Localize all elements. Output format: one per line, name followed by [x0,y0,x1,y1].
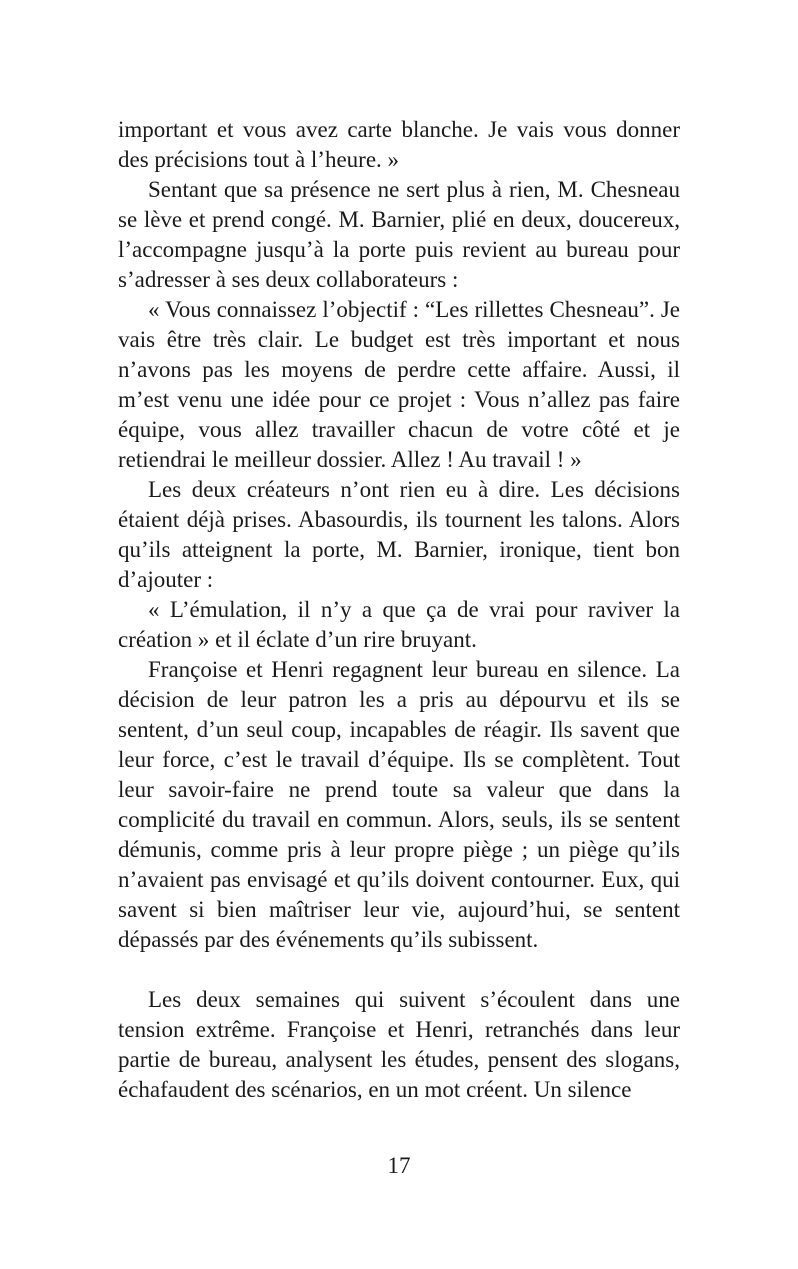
page-number: 17 [387,1153,411,1178]
paragraph: « Vous connaissez l’objectif : “Les rillettes Chesneau”. Je vais être très clair. Le budget est très important et nous n’avons pas les moyens de perdre cette affaire. Aussi, il m’est venu une idée pour ce projet : Vous n’allez pas faire équipe, vous allez travailler chacun de votre côté et je retiendrai le meilleur dossier. Allez ! Au travail ! » [118,297,680,472]
paragraph: Les deux créateurs n’ont rien eu à dire. Les décisions étaient déjà prises. Abasourdis, ils tournent les talons. Alors qu’ils atteignent la porte, M. Barnier, ironique, tient bon d’ajouter : [118,477,680,592]
paragraph: Françoise et Henri regagnent leur bureau en silence. La décision de leur patron les a pris au dépourvu et ils se sentent, d’un seul coup, incapables de réagir. Ils savent que leur force, c’est le travail d’équipe. Ils se complètent. Tout leur savoir-faire ne prend toute sa valeur que dans la complicité du travail en commun. Alors, seuls, ils se sentent démunis, comme pris à leur propre piège ; un piège qu’ils n’avaient pas envisagé et qu’ils doivent contourner. Eux, qui savent si bien maîtriser leur vie, aujourd’hui, se sentent dépassés par des événements qu’ils subissent. [118,657,680,952]
paragraph: Sentant que sa présence ne sert plus à rien, M. Chesneau se lève et prend congé. M. Barnier, plié en deux, doucereux, l’accompagne jusqu’à la porte puis revient au bureau pour s’adresser à ses deux collaborateurs : [118,177,680,292]
page-body [118,115,680,1105]
paragraph: Les deux semaines qui suivent s’écoulent dans une tension extrême. Françoise et Henri, retranchés dans leur partie de bureau, analysent les études, pensent des slogans, échafaudent des scénarios, en un mot créent. Un silence [118,987,680,1102]
paragraph: important et vous avez carte blanche. Je vais vous donner des précisions tout à l’heure. » [118,117,680,172]
section-break [118,955,680,985]
paragraph: « L’émulation, il n’y a que ça de vrai pour raviver la création » et il éclate d’un rire bruyant. [118,597,680,652]
